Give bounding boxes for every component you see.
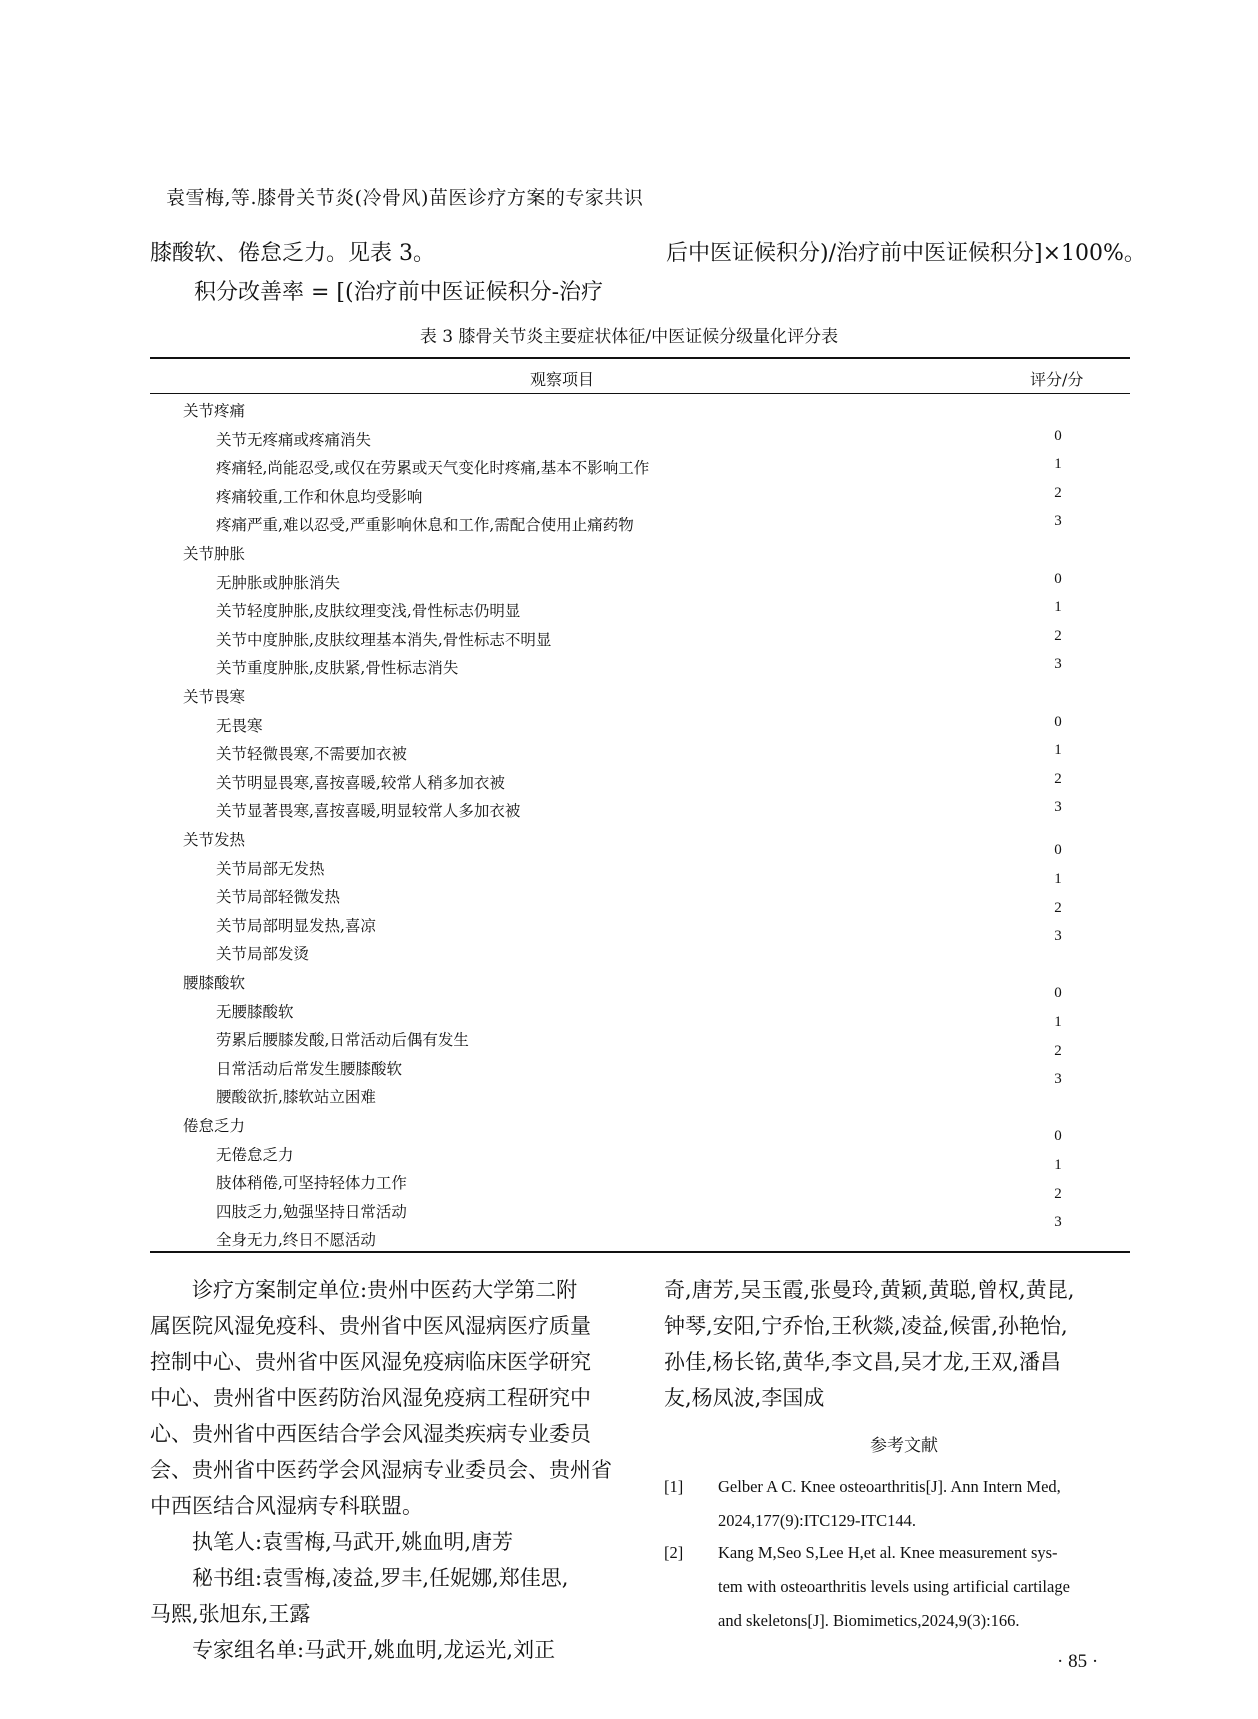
table-row-score: 0 — [1054, 985, 1062, 1002]
table-row-label: 关节无疼痛或疼痛消失 — [216, 430, 372, 449]
table-row-label: 关节局部无发热 — [216, 859, 325, 878]
right-column-line: 钟琴,安阳,宁乔怡,王秋燚,凌益,候雷,孙艳怡, — [664, 1314, 1068, 1338]
table-row-score: 1 — [1054, 456, 1062, 473]
table-row-label: 疼痛严重,难以忍受,严重影响休息和工作,需配合使用止痛药物 — [216, 516, 634, 535]
table-row-label: 无腰膝酸软 — [216, 1002, 294, 1021]
left-column-line: 中西医结合风湿病专科联盟。 — [150, 1494, 423, 1518]
left-column-line: 秘书组:袁雪梅,凌益,罗丰,任妮娜,郑佳思, — [192, 1566, 569, 1590]
right-column-line: 友,杨凤波,李国成 — [664, 1386, 825, 1410]
table-row-label: 疼痛较重,工作和休息均受影响 — [216, 487, 423, 506]
table-row-score: 1 — [1054, 1013, 1062, 1030]
table-row-label: 关节显著畏寒,喜按喜暖,明显较常人多加衣被 — [216, 802, 521, 821]
table-row-label: 关节明显畏寒,喜按喜暖,较常人稍多加衣被 — [216, 773, 505, 792]
table-row-score: 3 — [1054, 1071, 1062, 1088]
table-row-score: 2 — [1054, 770, 1062, 787]
left-column-line: 属医院风湿免疫科、贵州省中医风湿病医疗质量 — [150, 1314, 591, 1338]
table-row-label: 关节局部明显发热,喜凉 — [216, 916, 376, 935]
left-column-line: 会、贵州省中医药学会风湿病专业委员会、贵州省 — [150, 1458, 612, 1482]
right-column — [664, 1272, 1144, 1416]
table-row-label: 关节轻微畏寒,不需要加衣被 — [216, 745, 407, 764]
table-row-score: 2 — [1054, 484, 1062, 501]
table-group-title: 关节疼痛 — [183, 402, 246, 420]
table-row-score: 3 — [1054, 799, 1062, 816]
left-column-line: 诊疗方案制定单位:贵州中医药大学第二附 — [192, 1278, 578, 1302]
table-row-label: 四肢乏力,勉强坚持日常活动 — [216, 1202, 407, 1221]
table-row-label: 关节重度肿胀,皮肤紧,骨性标志消失 — [216, 659, 459, 678]
reference-item — [664, 1470, 1144, 1538]
left-column — [150, 1272, 630, 1668]
references-title: 参考文献 — [870, 1436, 938, 1456]
reference-line: Gelber A C. Knee osteoarthritis[J]. Ann Intern Med, — [718, 1477, 1061, 1496]
right-column-line: 奇,唐芳,吴玉霞,张曼玲,黄颖,黄聪,曾权,黄昆, — [664, 1278, 1075, 1302]
reference-number: [2] — [664, 1543, 684, 1562]
table-row-label: 关节轻度肿胀,皮肤纹理变浅,骨性标志仍明显 — [216, 602, 521, 621]
table-group-title: 腰膝酸软 — [183, 974, 246, 992]
reference-number: [1] — [664, 1477, 684, 1496]
table-row-score: 1 — [1054, 742, 1062, 759]
table-row-score: 0 — [1054, 842, 1062, 859]
reference-item — [664, 1536, 1144, 1638]
reference-line: 2024,177(9):ITC129-ITC144. — [718, 1511, 916, 1530]
table-header-rule — [150, 393, 1130, 394]
reference-line: Kang M,Seo S,Lee H,et al. Knee measurement sys- — [718, 1543, 1058, 1562]
table-row-score: 2 — [1054, 1185, 1062, 1202]
table-row-label: 关节局部发烫 — [216, 945, 310, 964]
table-top-rule — [150, 357, 1130, 359]
table-bottom-rule — [150, 1251, 1130, 1253]
table-row-score: 2 — [1054, 627, 1062, 644]
table-row-score: 2 — [1054, 899, 1062, 916]
table-row-label: 全身无力,终日不愿活动 — [216, 1231, 376, 1250]
left-column-line: 中心、贵州省中医药防治风湿免疫病工程研究中 — [150, 1386, 591, 1410]
left-column-line: 执笔人:袁雪梅,马武开,姚血明,唐芳 — [192, 1530, 514, 1554]
table-group-title: 倦怠乏力 — [183, 1117, 246, 1135]
table-group-title: 关节肿胀 — [183, 545, 246, 563]
left-column-line: 专家组名单:马武开,姚血明,龙运光,刘正 — [192, 1638, 556, 1662]
table-row-label: 劳累后腰膝发酸,日常活动后偶有发生 — [216, 1031, 469, 1050]
page-number: · 85 · — [1057, 1651, 1099, 1672]
table-row-score: 3 — [1054, 1214, 1062, 1231]
left-column-line: 马熙,张旭东,王露 — [150, 1602, 311, 1626]
table-row-label: 无倦怠乏力 — [216, 1145, 294, 1164]
table-row-score: 3 — [1054, 513, 1062, 530]
table-row-label: 无肿胀或肿胀消失 — [216, 573, 341, 592]
table-row-score: 0 — [1054, 713, 1062, 730]
body-text-right-line: 后中医证候积分)/治疗前中医证候积分]×100%。 — [666, 241, 1146, 266]
references-list — [664, 1470, 1144, 1636]
table-row-label: 肢体稍倦,可坚持轻体力工作 — [216, 1174, 407, 1193]
body-text-line-1: 膝酸软、倦怠乏力。见表 3。 — [150, 241, 435, 266]
table-row-score: 0 — [1054, 427, 1062, 444]
body-text-line-2: 积分改善率 = [(治疗前中医证候积分-治疗 — [194, 280, 604, 305]
table-row-label: 关节中度肿胀,皮肤纹理基本消失,骨性标志不明显 — [216, 630, 552, 649]
table-row-score: 0 — [1054, 1128, 1062, 1145]
table-row-score: 0 — [1054, 570, 1062, 587]
running-header: 袁雪梅,等.膝骨关节炎(冷骨风)苗医诊疗方案的专家共识 — [166, 187, 644, 209]
table-group-title: 关节畏寒 — [183, 688, 246, 706]
table-row-score: 1 — [1054, 870, 1062, 887]
table-row-label: 关节局部轻微发热 — [216, 888, 341, 907]
table-row-score: 1 — [1054, 1156, 1062, 1173]
reference-line: tem with osteoarthritis levels using artificial cartilage — [718, 1577, 1070, 1596]
table-caption: 表 3 膝骨关节炎主要症状体征/中医证候分级量化评分表 — [419, 327, 839, 347]
reference-line: and skeletons[J]. Biomimetics,2024,9(3):166. — [718, 1611, 1020, 1630]
table-row-label: 腰酸欲折,膝软站立困难 — [216, 1088, 376, 1107]
table-row-score: 1 — [1054, 599, 1062, 616]
table-row-score: 3 — [1054, 656, 1062, 673]
table-row-score: 3 — [1054, 928, 1062, 945]
table-header-score: 评分/分 — [1030, 370, 1084, 389]
right-column-line: 孙佳,杨长铭,黄华,李文昌,吴才龙,王双,潘昌 — [664, 1350, 1062, 1374]
table-row-score: 2 — [1054, 1042, 1062, 1059]
table-header-item: 观察项目 — [530, 370, 595, 389]
table-row-label: 日常活动后常发生腰膝酸软 — [216, 1059, 403, 1078]
left-column-line: 控制中心、贵州省中医风湿免疫病临床医学研究 — [150, 1350, 591, 1374]
table-group-title: 关节发热 — [183, 831, 246, 849]
left-column-line: 心、贵州省中西医结合学会风湿类疾病专业委员 — [150, 1422, 591, 1446]
table-row-label: 疼痛轻,尚能忍受,或仅在劳累或天气变化时疼痛,基本不影响工作 — [216, 459, 650, 478]
table-row-label: 无畏寒 — [216, 716, 263, 735]
